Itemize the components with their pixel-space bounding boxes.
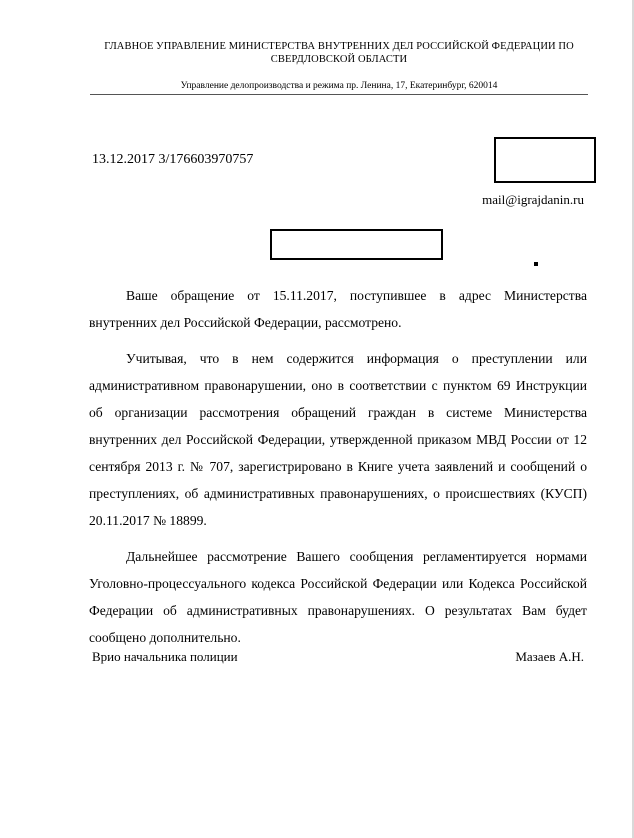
stray-mark <box>534 262 538 266</box>
organization-header: ГЛАВНОЕ УПРАВЛЕНИЕ МИНИСТЕРСТВА ВНУТРЕННИХ ДЕЛ РОССИЙСКОЙ ФЕДЕРАЦИИ ПО СВЕРДЛОВСКОЙ ОБЛАСТИ <box>104 41 574 65</box>
department-address: Управление делопроизводства и режима пр. Ленина, 17, Екатеринбург, 620014 <box>180 81 498 91</box>
redacted-recipient-box <box>494 137 596 183</box>
body-paragraph-1: Ваше обращение от 15.11.2017, поступившее в адрес Министерства внутренних дел Российской Федерации, рассмотрено. <box>89 288 587 330</box>
redacted-salutation-box <box>270 229 443 260</box>
recipient-email: mail@igrajdanin.ru <box>482 192 584 207</box>
document-date-number: 13.12.2017 3/176603970757 <box>92 152 254 167</box>
letter-body <box>89 282 587 651</box>
body-paragraph-3: Дальнейшее рассмотрение Вашего сообщения регламентируется нормами Уголовно-процессуального кодекса Российской Федерации или Кодекса Российской Федерации об административных правонарушениях. О результатах Вам будет сообщено дополнительно. <box>89 549 587 645</box>
signer-name: Мазаев А.Н. <box>515 649 584 664</box>
signer-title: Врио начальника полиции <box>92 649 238 664</box>
header-divider <box>90 94 588 95</box>
body-paragraph-2: Учитывая, что в нем содержится информация о преступлении или административном правонарушении, оно в соответствии с пунктом 69 Инструкции об организации рассмотрения обращений граждан в системе Министерства внутренних дел Российской Федерации, утвержденной приказом МВД России от 12 сентября 2013 г. № 707, зарегистрировано в Книге учета заявлений и сообщений о преступлениях, об административных правонарушениях, о происшествиях (КУСП) 20.11.2017 № 18899. <box>89 351 587 528</box>
